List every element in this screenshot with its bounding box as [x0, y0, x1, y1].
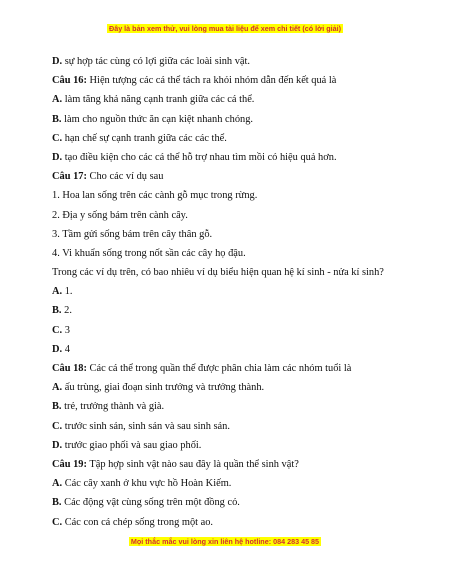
question-line [52, 459, 412, 471]
line-text: Các cá thể trong quần thể được phân chia làm các nhóm tuổi là [89, 363, 352, 374]
line-text: Cho các ví dụ sau [89, 171, 164, 183]
example-line [52, 190, 412, 202]
option-label: A. [52, 382, 63, 394]
example-line [52, 229, 412, 241]
answer-line [52, 152, 412, 164]
line-text: Các con cá chép sống trong một ao. [64, 516, 214, 528]
line-text: trước sinh sản, sinh sản và sau sinh sản. [64, 420, 230, 432]
option-label: A. [52, 478, 63, 490]
line-text: làm cho nguồn thức ăn cạn kiệt nhanh chóng. [64, 113, 253, 125]
line-text: Trong các ví dụ trên, có bao nhiêu ví dụ biểu hiện quan hệ kí sinh - nửa kí sinh? [52, 267, 384, 279]
line-text: 2. [64, 305, 72, 317]
answer-line [52, 325, 412, 337]
answer-line [52, 114, 412, 126]
option-label: C. [52, 516, 63, 528]
question-label: Câu 16: [52, 75, 87, 87]
question-line [52, 363, 412, 375]
answer-line [52, 94, 412, 106]
line-text: làm tăng khả năng cạnh tranh giữa các cá thể. [64, 94, 255, 106]
question-label: Câu 17: [52, 171, 87, 183]
answer-line [52, 497, 412, 509]
line-text: Các động vật cùng sống trên một đồng cỏ. [64, 497, 240, 509]
option-label: B. [52, 497, 62, 509]
example-line [52, 210, 412, 222]
answer-line [52, 305, 412, 317]
question-line [52, 75, 412, 87]
example-line [52, 248, 412, 260]
answer-line [52, 382, 412, 394]
preview-notice-banner [0, 24, 450, 33]
question-label: Câu 18: [52, 363, 87, 374]
line-text: Hiện tượng các cá thể tách ra khỏi nhóm dẫn đến kết quả là [89, 75, 337, 87]
option-label: C. [52, 132, 63, 144]
line-text: 2. Địa y sống bám trên cành cây. [52, 209, 188, 221]
hotline-notice-text: Mọi thắc mắc vui lòng xin liên hệ hotline: 084 283 45 85 [130, 537, 320, 546]
line-text: trước giao phối và sau giao phối. [64, 439, 202, 451]
hotline-notice-banner [0, 537, 450, 546]
option-label: D. [52, 56, 63, 67]
line-text: tạo điều kiện cho các cá thể hỗ trợ nhau tìm mồi có hiệu quả hơn. [64, 151, 337, 163]
option-label: B. [52, 305, 62, 317]
option-label: C. [52, 420, 63, 432]
option-label: B. [52, 401, 62, 413]
answer-line [52, 56, 412, 68]
question-line [52, 171, 412, 183]
answer-line [52, 401, 412, 413]
line-text: 1. Hoa lan sống trên các cành gỗ mục trong rừng. [52, 190, 258, 202]
option-label: D. [52, 343, 63, 355]
option-label: A. [52, 94, 63, 106]
answer-line [52, 286, 412, 298]
line-text: 3. Tầm gửi sống bám trên cây thân gỗ. [52, 228, 213, 240]
line-text: Tập hợp sinh vật nào sau đây là quần thể sinh vật? [89, 458, 299, 470]
line-text: ấu trùng, giai đoạn sinh trưởng và trưởng thành. [64, 382, 265, 394]
answer-line [52, 517, 412, 529]
line-text: 1. [64, 286, 73, 298]
option-label: D. [52, 439, 63, 451]
line-text: trẻ, trưởng thành và già. [64, 401, 165, 413]
line-text: sự hợp tác cùng có lợi giữa các loài sinh vật. [64, 56, 250, 67]
option-label: C. [52, 324, 63, 336]
answer-line [52, 440, 412, 452]
line-text: 3 [64, 324, 70, 336]
line-text: Các cây xanh ở khu vực hồ Hoàn Kiếm. [64, 478, 232, 490]
preview-notice-text: Đây là bản xem thử, vui lòng mua tài liệu để xem chi tiết (có lời giải) [109, 24, 341, 33]
question-label: Câu 19: [52, 458, 87, 470]
option-label: D. [52, 151, 63, 163]
question-content [52, 56, 412, 536]
answer-line [52, 421, 412, 433]
line-text: 4. Vi khuẩn sống trong nốt sần các cây họ đậu. [52, 247, 246, 259]
option-label: B. [52, 113, 62, 125]
line-text: hạn chế sự cạnh tranh giữa các các thể. [64, 132, 227, 144]
answer-line [52, 344, 412, 356]
answer-line [52, 478, 412, 490]
answer-line [52, 133, 412, 145]
line-text: 4 [64, 343, 70, 355]
option-label: A. [52, 286, 63, 298]
question-prompt-line [52, 267, 412, 279]
